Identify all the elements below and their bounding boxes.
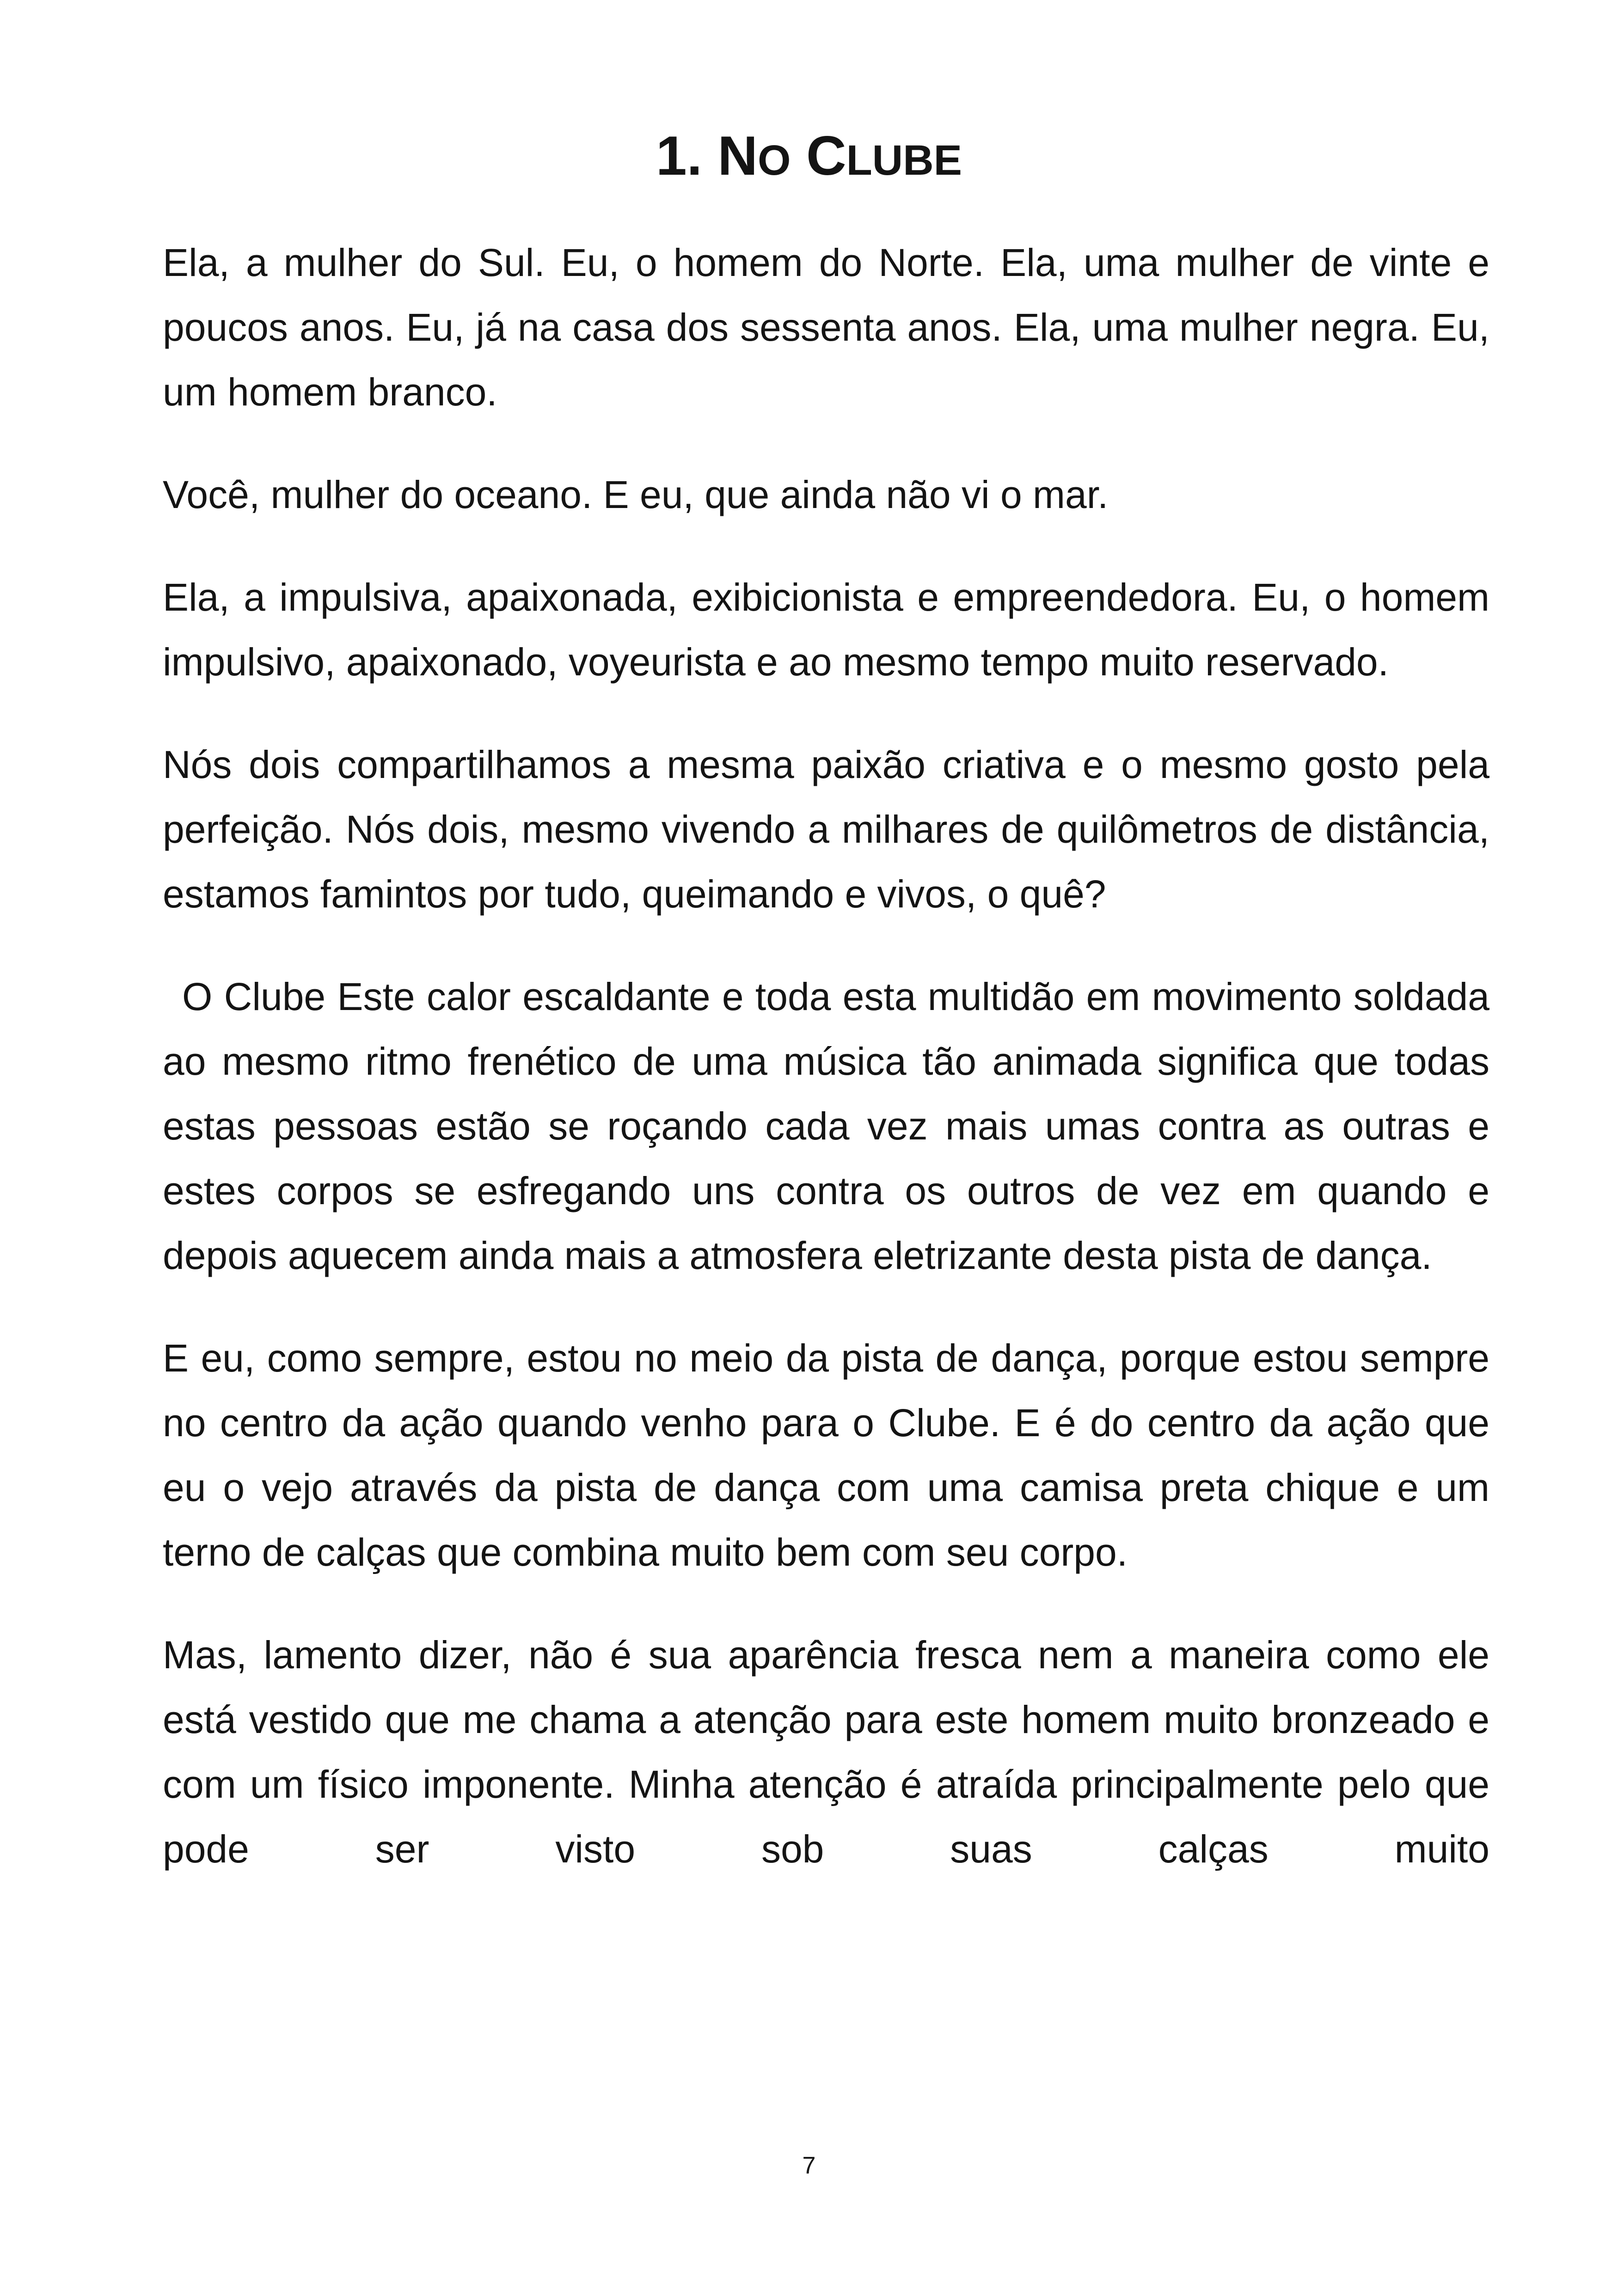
chapter-body [163,230,1489,1919]
paragraph: E eu, como sempre, estou no meio da pista de dança, porque estou sempre no centro da ação quando venho para o Clube. E é do centro da ação que eu o vejo através da pista de dança com uma camisa preta chique e um terno de calças que combina muito bem com seu corpo. [163,1336,1489,1574]
chapter-title [0,121,1618,195]
chapter-title-word1-initial: N [717,125,758,187]
chapter-title-word2-rest: LUBE [846,137,962,184]
page-number: 7 [802,2152,816,2179]
paragraph: Ela, a impulsiva, apaixonada, exibicionista e empreendedora. Eu, o homem impulsivo, apaixonado, voyeurista e ao mesmo tempo muito reservado. [163,576,1489,684]
chapter-title-word2-initial: C [806,125,846,187]
paragraph: Ela, a mulher do Sul. Eu, o homem do Norte. Ela, uma mulher de vinte e poucos anos. Eu, já na casa dos sessenta anos. Ela, uma mulher negra. Eu, um homem branco. [163,241,1489,414]
paragraph: Nós dois compartilhamos a mesma paixão criativa e o mesmo gosto pela perfeição. Nós dois, mesmo vivendo a milhares de quilômetros de distância, estamos famintos por tudo, queimando e vivos, o quê? [163,743,1489,916]
paragraph: Mas, lamento dizer, não é sua aparência fresca nem a maneira como ele está vestido que me chama a atenção para este homem muito bronzeado e com um físico imponente. Minha atenção é atraída principalmente pelo que pode ser visto sob suas calças muito [163,1633,1489,1871]
paragraph: Você, mulher do oceano. E eu, que ainda não vi o mar. [163,473,1109,516]
paragraph: O Clube Este calor escaldante e toda esta multidão em movimento soldada ao mesmo ritmo frenético de uma música tão animada significa que todas estas pessoas estão se roçando cada vez mais umas contra as outras e estes corpos se esfregando uns contra os outros de vez em quando e depois aquecem ainda mais a atmosfera eletrizante desta pista de dança. [163,975,1489,1277]
chapter-number: 1. [656,125,703,187]
chapter-title-word1-rest: O [758,137,791,184]
